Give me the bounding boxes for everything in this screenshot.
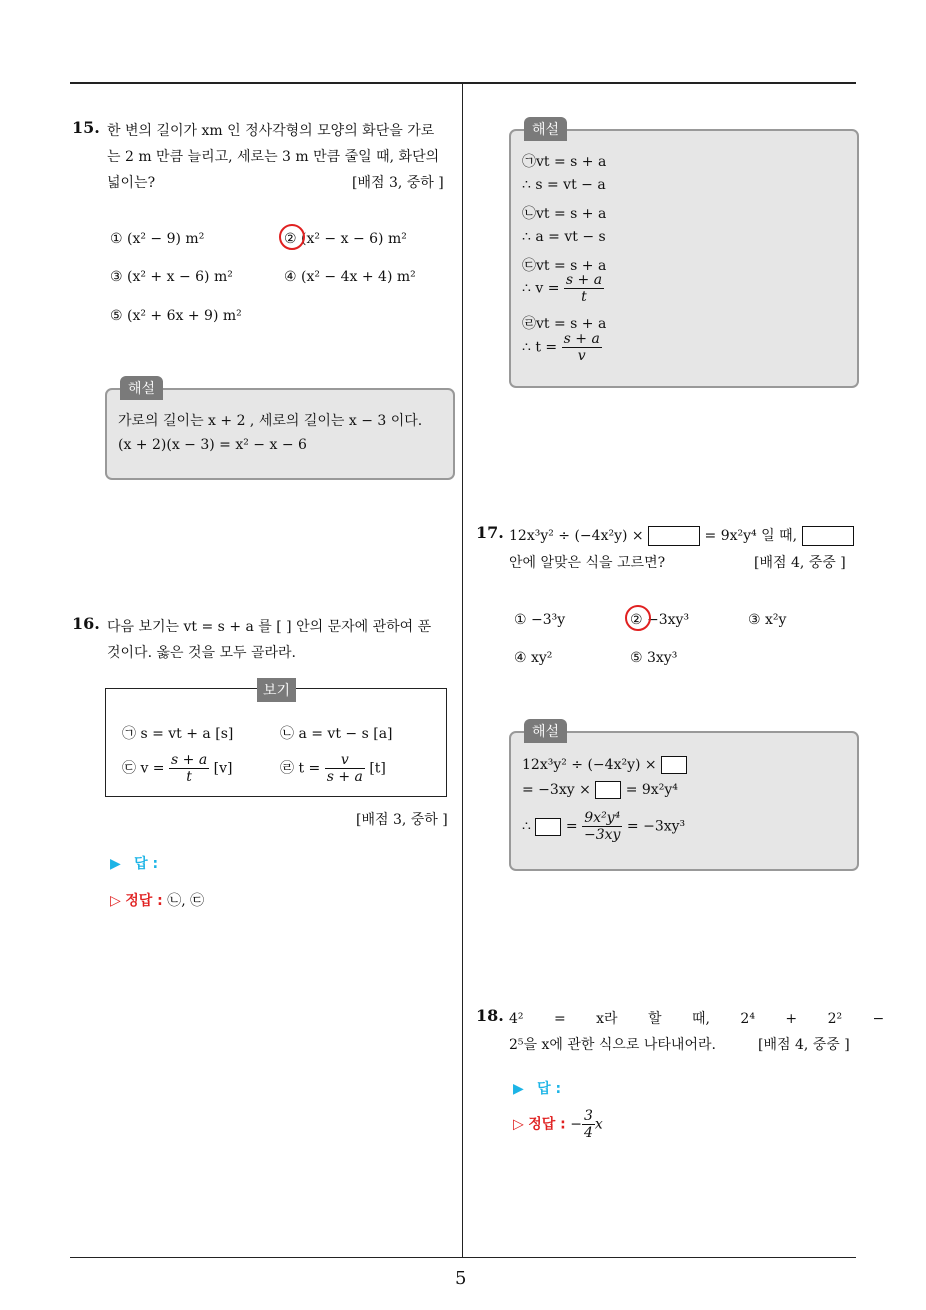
answer-label: 답 : [537, 1081, 562, 1097]
q16-option-3-target: [v] [213, 760, 233, 777]
equals-sign: = [565, 818, 578, 835]
q17-sol-expression: = −3xy × [522, 782, 591, 798]
blank-box [535, 818, 561, 836]
q16-sol-line-2: ∴ s = vt − a [522, 177, 606, 193]
q16-score: [배점 3, 중하 ] [356, 812, 448, 828]
page-number: 5 [455, 1268, 467, 1289]
q18-answer-row [513, 1078, 561, 1098]
q18-correct-row [513, 1108, 603, 1141]
q17-sol-result: = −3xy³ [626, 818, 686, 835]
q15-choice-2[interactable]: ② (x² − x − 6) m² [284, 231, 407, 247]
q15-solution-line-2: (x + 2)(x − 3) = x² − x − 6 [118, 437, 307, 453]
q16-option-3-lhs: ㉢ v = [122, 760, 165, 777]
hollow-arrow-icon: ▷ [513, 1116, 524, 1133]
q15-text-3: 넓이는? [107, 175, 156, 191]
column-divider [462, 84, 463, 1258]
q17-choice-4[interactable]: ④ xy² [514, 650, 553, 666]
q16-number: 16. [72, 614, 100, 633]
q16-sol-line-6-lhs: ∴ v = [522, 280, 560, 297]
q16-sol-line-8 [522, 331, 602, 364]
q16-sol-line-5: ㉢vt = s + a [522, 258, 607, 274]
blank-box [661, 756, 687, 774]
q17-sol-line-1 [522, 756, 687, 774]
hollow-arrow-icon: ▷ [110, 893, 121, 909]
q16-option-3-fraction [169, 752, 209, 785]
fraction-numerator: s + a [563, 331, 600, 347]
fraction-numerator: v [325, 752, 365, 769]
q17-solution-tag: 해설 [524, 719, 567, 743]
q17-choice-3[interactable]: ③ x²y [748, 612, 787, 628]
answer-label: 답 : [134, 856, 159, 872]
blank-box [595, 781, 621, 799]
q18-number: 18. [476, 1006, 504, 1025]
q15-text-1: 한 변의 길이가 xm 인 정사각형의 모양의 화단을 가로 [107, 123, 435, 139]
q17-choice-2[interactable]: ② −3xy³ [630, 612, 690, 628]
q17-text-2: 안에 알맞은 식을 고르면? [509, 555, 666, 571]
q16-sol-line-7: ㉣vt = s + a [522, 316, 607, 332]
q17-sol-line-2 [522, 781, 678, 799]
fraction-denominator: t [186, 769, 192, 785]
fraction-denominator: −3xy [584, 827, 621, 843]
q15-score: [배점 3, 중하 ] [352, 175, 444, 191]
fraction-denominator: 4 [583, 1125, 593, 1141]
q16-sol-line-8-lhs: ∴ t = [522, 339, 558, 356]
q18-text-1: 4² = x라 할 때, 2⁴ + 2² − [509, 1011, 885, 1027]
q17-sol-expression: 12x³y² ÷ (−4x²y) × [522, 757, 657, 773]
therefore-symbol: ∴ [522, 818, 531, 835]
top-rule [70, 82, 856, 84]
q16-bogi-tag: 보기 [257, 678, 296, 702]
blank-box [648, 526, 700, 546]
q15-choice-3[interactable]: ③ (x² + x − 6) m² [110, 269, 233, 285]
correct-value: ㉡, ㉢ [167, 893, 205, 909]
q16-sol-line-6 [522, 272, 604, 305]
q15-choice-5[interactable]: ⑤ (x² + 6x + 9) m² [110, 308, 242, 324]
fraction-numerator: 3 [583, 1108, 593, 1124]
minus-sign: − [570, 1116, 582, 1133]
correct-label: 정답 : [125, 893, 163, 909]
q16-option-3 [122, 752, 232, 785]
q16-sol-line-1: ㉠vt = s + a [522, 154, 607, 170]
q15-choice-4[interactable]: ④ (x² − 4x + 4) m² [284, 269, 416, 285]
q16-option-4-fraction [325, 752, 365, 785]
q16-option-1: ㉠ s = vt + a [s] [122, 726, 234, 742]
q18-score: [배점 4, 중중 ] [758, 1037, 850, 1053]
fraction-numerator: s + a [565, 272, 603, 288]
q15-solution-tag: 해설 [120, 376, 163, 400]
fraction-numerator: s + a [171, 752, 208, 768]
selected-answer-mark [625, 605, 651, 631]
q16-sol-line-3: ㉡vt = s + a [522, 206, 607, 222]
q17-text-1 [509, 525, 854, 546]
q15-choice-1[interactable]: ① (x² − 9) m² [110, 231, 205, 247]
q16-solution-tag: 해설 [524, 117, 567, 141]
fraction-denominator: v [577, 348, 586, 364]
bottom-rule [70, 1257, 856, 1258]
correct-label: 정답 : [528, 1116, 566, 1133]
q18-correct-fraction [582, 1108, 595, 1141]
q15-number: 15. [72, 118, 100, 137]
q17-expression: 12x³y² ÷ (−4x²y) × [509, 528, 644, 544]
q16-option-4 [280, 752, 386, 785]
q17-choice-5[interactable]: ⑤ 3xy³ [630, 650, 678, 666]
q16-text-2: 것이다. 옳은 것을 모두 골라라. [107, 645, 296, 661]
q16-text-1: 다음 보기는 vt = s + a 를 [ ] 안의 문자에 관하여 푼 [107, 619, 432, 635]
q15-solution-box [105, 388, 455, 480]
q16-answer-row [110, 853, 158, 873]
q17-number: 17. [476, 523, 504, 542]
q16-sol-line-8-fraction [562, 331, 602, 364]
fraction-denominator: t [581, 289, 587, 305]
q17-score: [배점 4, 중중 ] [754, 555, 846, 571]
fraction-numerator: 9x²y⁴ [582, 810, 622, 827]
q17-sol-line-3 [522, 810, 685, 843]
q17-expression-rhs: = 9x²y⁴ 일 때, [704, 528, 798, 544]
q16-option-4-lhs: ㉣ t = [280, 760, 321, 777]
q16-correct-row [110, 890, 204, 910]
q15-solution-line-1: 가로의 길이는 x + 2 , 세로의 길이는 x − 3 이다. [118, 413, 423, 429]
variable-x: x [594, 1116, 603, 1133]
q16-sol-line-4: ∴ a = vt − s [522, 229, 606, 245]
q16-option-4-target: [t] [369, 760, 386, 777]
play-arrow-icon: ▶ [513, 1081, 524, 1097]
q17-solution-box [509, 731, 859, 871]
play-arrow-icon: ▶ [110, 856, 121, 872]
selected-answer-mark [279, 224, 305, 250]
q16-sol-line-6-fraction [564, 272, 604, 305]
q16-option-2: ㉡ a = vt − s [a] [280, 726, 393, 742]
q17-sol-expression-rhs: = 9x²y⁴ [625, 782, 678, 798]
blank-box [802, 526, 854, 546]
q17-sol-fraction [582, 810, 622, 843]
q18-text-2: 2⁵을 x에 관한 식으로 나타내어라. [509, 1037, 716, 1053]
q15-text-2: 는 2 m 만큼 늘리고, 세로는 3 m 만큼 줄일 때, 화단의 [107, 149, 440, 165]
fraction-denominator: s + a [326, 769, 363, 785]
q17-choice-1[interactable]: ① −3³y [514, 612, 566, 628]
